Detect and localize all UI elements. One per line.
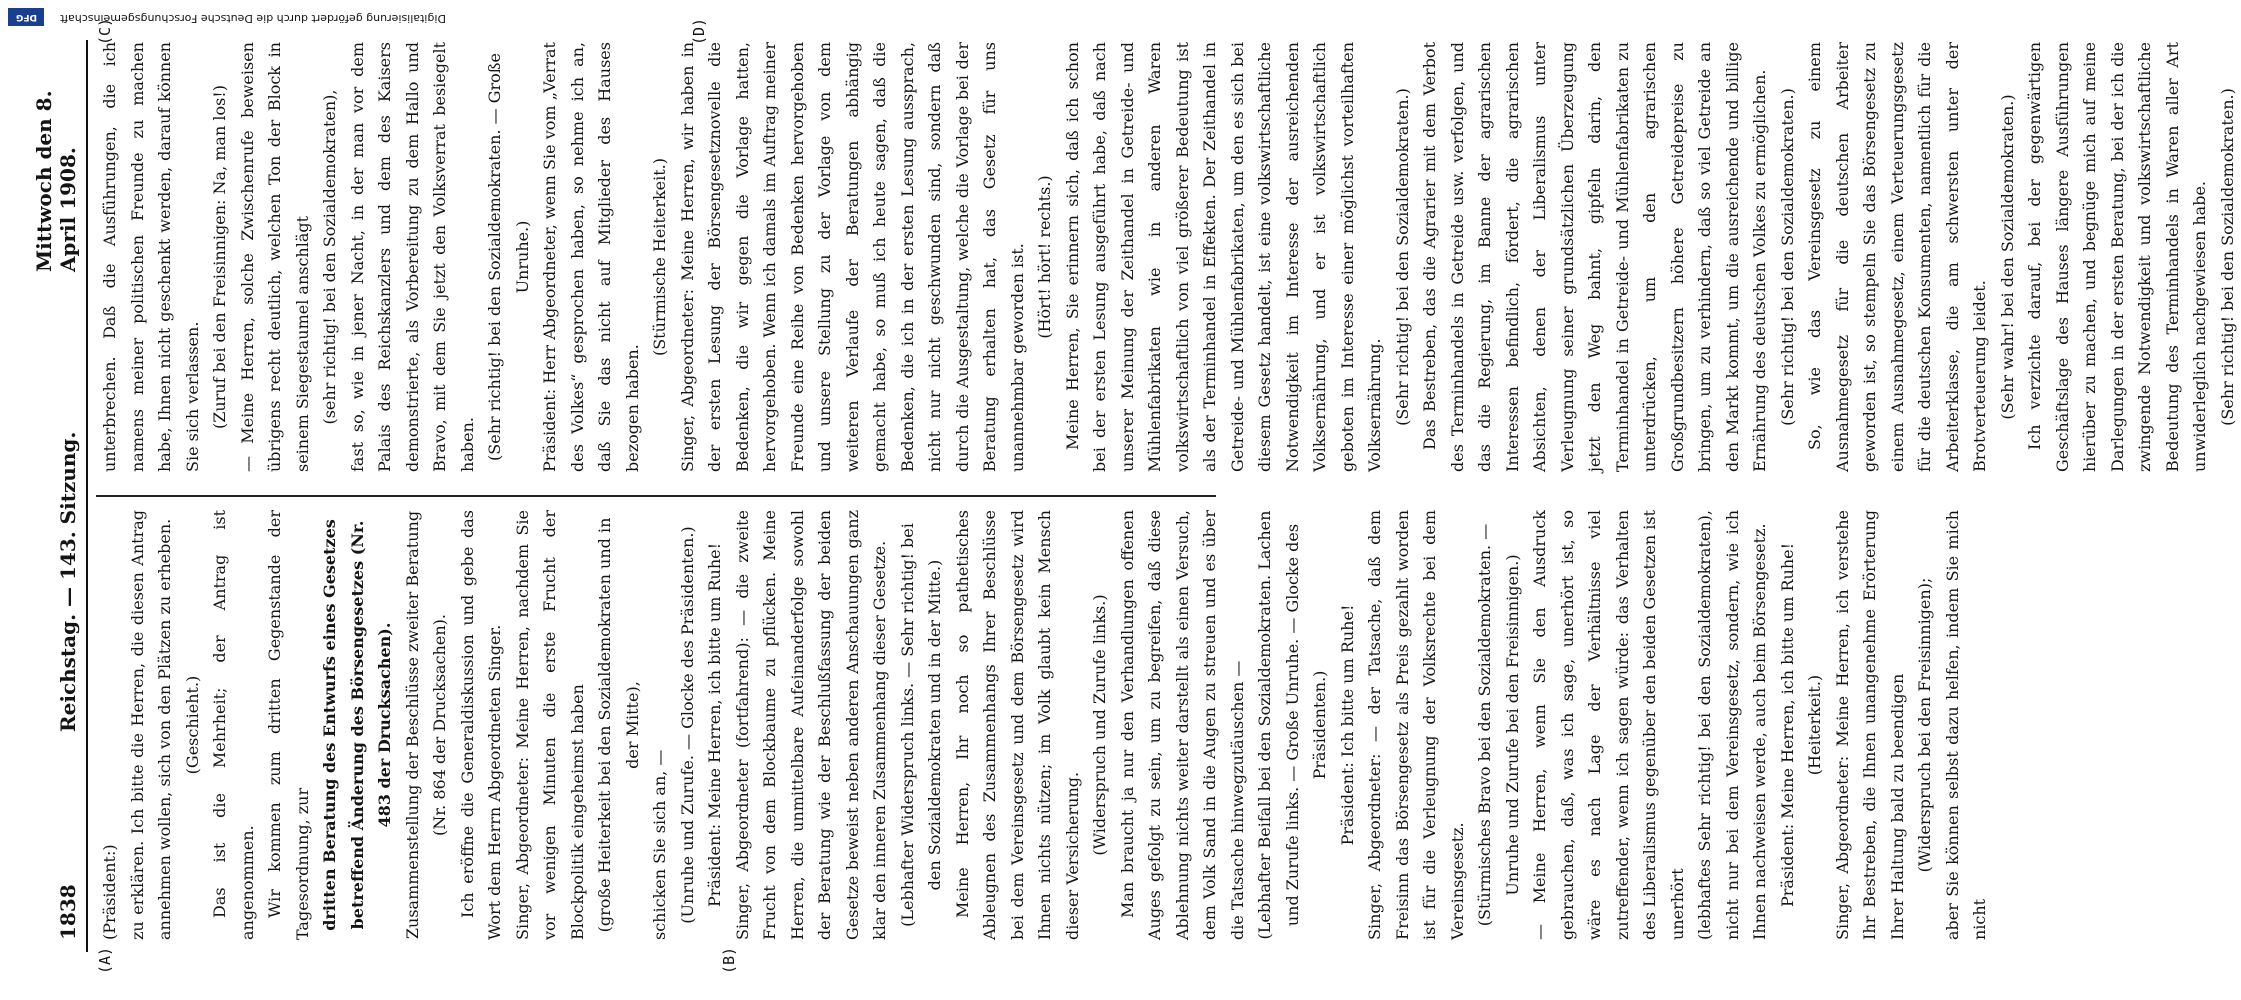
paragraph: fast so, wie in jener Nacht, in der man vor dem Palais des Reichskanzlers und dem des Kaisers demonstrierte, als Vorbereitung zu dem Hallo und Bravo, mit dem Sie jetzt den Volksverrat besiegelt haben. xyxy=(347,42,477,472)
interjection: (Sehr richtig! bei den Sozialdemokraten.) xyxy=(1777,88,1797,426)
header-session: Reichstag. — 143. Sitzung. xyxy=(56,431,80,732)
margin-marker-c: (C) xyxy=(96,17,114,45)
paragraph: schicken Sie sich an, — xyxy=(650,749,669,940)
interjection: (Lebhafter Widerspruch links. — Sehr richtig! bei den Sozialdemokraten und in der Mitte.) xyxy=(897,523,944,927)
interjection: (Sehr wahr! bei den Sozialdemokraten.) xyxy=(1997,94,2017,420)
interjection: (Sehr richtig! bei den Sozialdemokraten.) xyxy=(2217,88,2237,426)
header-date: Mittwoch den 8. April 1908. xyxy=(32,90,80,272)
right-column xyxy=(96,42,2237,472)
speech-paragraph: Singer, Abgeordneter: Meine Herren, nachdem Sie vor wenigen Minuten die erste Frucht der Blockpolitik eingeheimst haben xyxy=(512,510,587,940)
paragraph: aber Sie können selbst dazu helfen, indem Sie mich nicht xyxy=(1942,510,1989,940)
speech-paragraph: Singer, Abgeordneter: Meine Herren, wir haben in der ersten Lesung der Börsengesetznovelle die Bedenken, die wir gegen die Vorlage hatten, hervorgehoben. Wenn ich damals im Auftrag meiner Freunde eine Reihe von Bedenken hervorgehoben und unsere Stellung zu der Vorlage von dem weiteren Verlaufe der Beratungen abhängig gemacht habe, so muß ich heute sagen, daß die Bedenken, die ich in der ersten Lesung aussprach, nicht nur nicht geschwunden sind, sondern daß durch die Ausgestaltung, welche die Vorlage bei der Beratung erhalten hat, das Gesetz für uns unannehmbar geworden ist. xyxy=(677,42,1027,472)
speech-paragraph: Singer, Abgeordneter: Meine Herren, ich verstehe Ihr Bestreben, die Ihnen unangenehme Erörterung Ihrer Haltung bald zu beendigen xyxy=(1832,510,1907,940)
interjection: (Stürmisches Bravo bei den Sozialdemokraten. — Unruhe und Zurufe bei den Freisinnigen.) xyxy=(1475,523,1522,927)
interjection: (Unruhe und Zurufe. — Glocke des Präsidenten.) xyxy=(677,526,697,924)
interjection: (Widerspruch bei den Freisinnigen); xyxy=(1915,577,1934,873)
paragraph: (Präsident:) xyxy=(100,844,119,940)
margin-marker-d: (D) xyxy=(690,17,708,45)
interjection: (Sehr richtig! bei den Sozialdemokraten. — Große Unruhe.) xyxy=(485,53,532,461)
speech-paragraph: Präsident: Herr Abgeordneter, wenn Sie vom „Verrat des Volkes“ gesprochen haben, so nehme ich an, daß Sie das nicht auf Mitglieder des Hauses bezogen haben. xyxy=(540,42,642,472)
paragraph: Man braucht ja nur den Verhandlungen offenen Auges gefolgt zu sein, um zu begreifen, daß diese Ablehnung nichts weiter darstellt als einen Versuch, dem Volk Sand in die Augen zu streuen und es über die Tatsache hinwegzutäuschen — xyxy=(1117,510,1247,940)
interjection: (Hört! hört! rechts.) xyxy=(1035,175,1054,339)
paragraph: Das Bestreben, das die Agrarier mit dem Verbot des Terminhandels in Getreide usw. verfolgen, und das die Regierung, im Banne der agrarischen Interessen befindlich, fördert, die agrarischen Absichten, denen der Liberalismus unter Verleugnung seiner grundsätzlichen Überzeugung jetzt den Weg bahnt, gipfeln darin, den Terminhandel in Getreide- und Mühlenfabrikaten zu unterdrücken, um den agrarischen Großgrundbesitzern höhere Getreidepreise zu bringen, um zu verhindern, daß so viel Getreide an den Markt kommt, um die ausreichende und billige Ernährung des deutschen Volkes zu ermöglichen. xyxy=(1420,42,1769,472)
speech-paragraph: Präsident: Ich bitte um Ruhe! xyxy=(1337,604,1357,846)
interjection: (Sehr richtig! bei den Sozialdemokraten.) xyxy=(1392,88,1412,426)
agenda-item: dritten Beratung des Entwurfs eines Gesetzes betreffend Änderung des Börsengesetzes (Nr. 483 der Drucksachen). xyxy=(320,519,394,931)
interjection: (Lebhafter Beifall bei den Sozialdemokraten. Lachen und Zurufe links. — Große Unruhe. — Glocke des Präsidenten.) xyxy=(1255,510,1329,940)
interjection: (Heiterkeit.) xyxy=(1805,674,1824,776)
speech-paragraph: Präsident: Meine Herren, ich bitte um Ruhe! xyxy=(705,542,724,908)
paragraph: Meine Herren, Sie erinnern sich, daß ich schon bei der ersten Lesung ausgeführt habe, daß nach unserer Meinung der Zeithandel in Getreide- und Mühlenfabrikaten wie in anderen Waren volkswirtschaftlich von viel größerer Bedeutung ist als der Terminhandel in Effekten. Der Zeithandel in Getreide- und Mühlenfabrikaten, um den es sich bei diesem Gesetz handelt, ist eine volkswirtschaftliche Notwendigkeit im Interesse der ausreichenden Volksernährung, und er ist volkswirtschaftlich geboten im Interesse einer möglichst vorteilhaften Volksernährung. xyxy=(1062,42,1384,472)
paragraph: Ich verzichte darauf, bei der gegenwärtigen Geschäftslage des Hauses längere Ausführungen hierüber zu machen, und begnüge mich auf meine Darlegungen in der ersten Beratung, bei der ich die zwingende Notwendigkeit und volkswirtschaftliche Bedeutung des Terminhandels in Waren aller Art unwiderleglich nachgewiesen habe. xyxy=(2025,42,2209,472)
margin-marker-a: (A) xyxy=(96,946,114,974)
speech-paragraph: Singer, Abgeordneter: — der Tatsache, daß dem Freisinn das Börsengesetz als Preis gezahlt worden ist für die Verleugnung der Volksrechte bei dem Vereinsgesetz. xyxy=(1365,510,1467,940)
speech-paragraph: Singer, Abgeordneter (fortfahrend): — die zweite Frucht von dem Blockbaume zu pflücken. Meine Herren, die unmittelbare Aufeinanderfolge sowohl der Beratung wie der Beschlußfassung der beiden Gesetze beweist neben anderen Anschauungen ganz klar den inneren Zusammenhang dieser Gesetze. xyxy=(732,510,889,940)
paragraph: Das ist die Mehrheit; der Antrag ist angenommen. xyxy=(210,510,257,940)
interjection: (sehr richtig! bei den Sozialdemokraten), xyxy=(320,89,339,425)
paragraph: — Meine Herren, solche Zwischenrufe beweisen übrigens recht deutlich, welchen Ton der Block in seinem Siegestaumel anschlägt xyxy=(237,42,312,472)
column-divider xyxy=(96,495,1216,497)
interjection: (Stürmische Heiterkeit.) xyxy=(650,157,669,357)
interjection: (große Heiterkeit bei den Sozialdemokraten und in der Mitte), xyxy=(595,517,642,933)
paragraph: zu erklären. Ich bitte die Herren, die diesen Antrag annehmen wollen, sich von den Plätzen zu erheben. xyxy=(127,510,174,940)
paragraph: Meine Herren, Ihr noch so pathetisches Ableugnen des Zusammenhangs Ihrer Beschlüsse bei dem Vereinsgesetz und dem Börsengesetz wird Ihnen nichts nützen; im Volk glaubt kein Mensch dieser Versicherung. xyxy=(952,510,1082,940)
paragraph: So, wie das Vereinsgesetz zu einem Ausnahmegesetz für die deutschen Arbeiter geworden ist, so stempeln Sie das Börsengesetz zu einem Ausnahmegesetz, einem Verteuerungsgesetz für die deutschen Konsumenten, namentlich für die Arbeiterklasse, die am schwersten unter der Brotverteuerung leidet. xyxy=(1805,42,1989,472)
speech-paragraph: Präsident: Meine Herren, ich bitte um Ruhe! xyxy=(1777,542,1797,908)
paragraph: (Geschieht.) xyxy=(182,675,202,775)
digitization-credit: Digitalisierung gefördert durch die Deutsche Forschungsgemeinschaft xyxy=(60,12,446,25)
margin-marker-b: (B) xyxy=(720,946,738,974)
page-header xyxy=(32,40,88,952)
paragraph: Zusammenstellung der Beschlüsse zweiter Beratung (Nr. 864 der Drucksachen). xyxy=(402,510,449,940)
left-column xyxy=(96,510,1989,940)
paragraph: unterbrechen. Daß die Ausführungen, die ich namens meiner politischen Freunde zu machen habe, Ihnen nicht geschenkt werden, darauf können Sie sich verlassen. xyxy=(100,42,202,472)
page-number: 1838 xyxy=(56,884,80,940)
interjection: (Widerspruch und Zurufe links.) xyxy=(1090,594,1109,856)
interjection: (Zuruf bei den Freisinnigen: Na, man los!) xyxy=(210,85,229,429)
paragraph: — Meine Herren, wenn Sie den Ausdruck gebrauchen, daß, was ich sage, unerhört ist, so wäre es nach Lage der Verhältnisse viel zutreffender, wenn ich sagen würde: das Verhalten des Liberalismus gegenüber den beiden Gesetzen ist unerhört xyxy=(1530,510,1687,940)
dfg-logo: DFG xyxy=(8,8,44,26)
interjection: (lebhaftes Sehr richtig! bei den Sozialdemokraten), nicht nur bei dem Vereinsgesetz, sondern, wie ich Ihnen nachweisen werde, auch beim Börsengesetz. xyxy=(1695,510,1769,940)
paragraph: Ich eröffne die Generaldiskussion und gebe das Wort dem Herrn Abgeordneten Singer. xyxy=(457,510,504,940)
paragraph: Wir kommen zum dritten Gegenstande der Tagesordnung, zur xyxy=(265,510,312,940)
